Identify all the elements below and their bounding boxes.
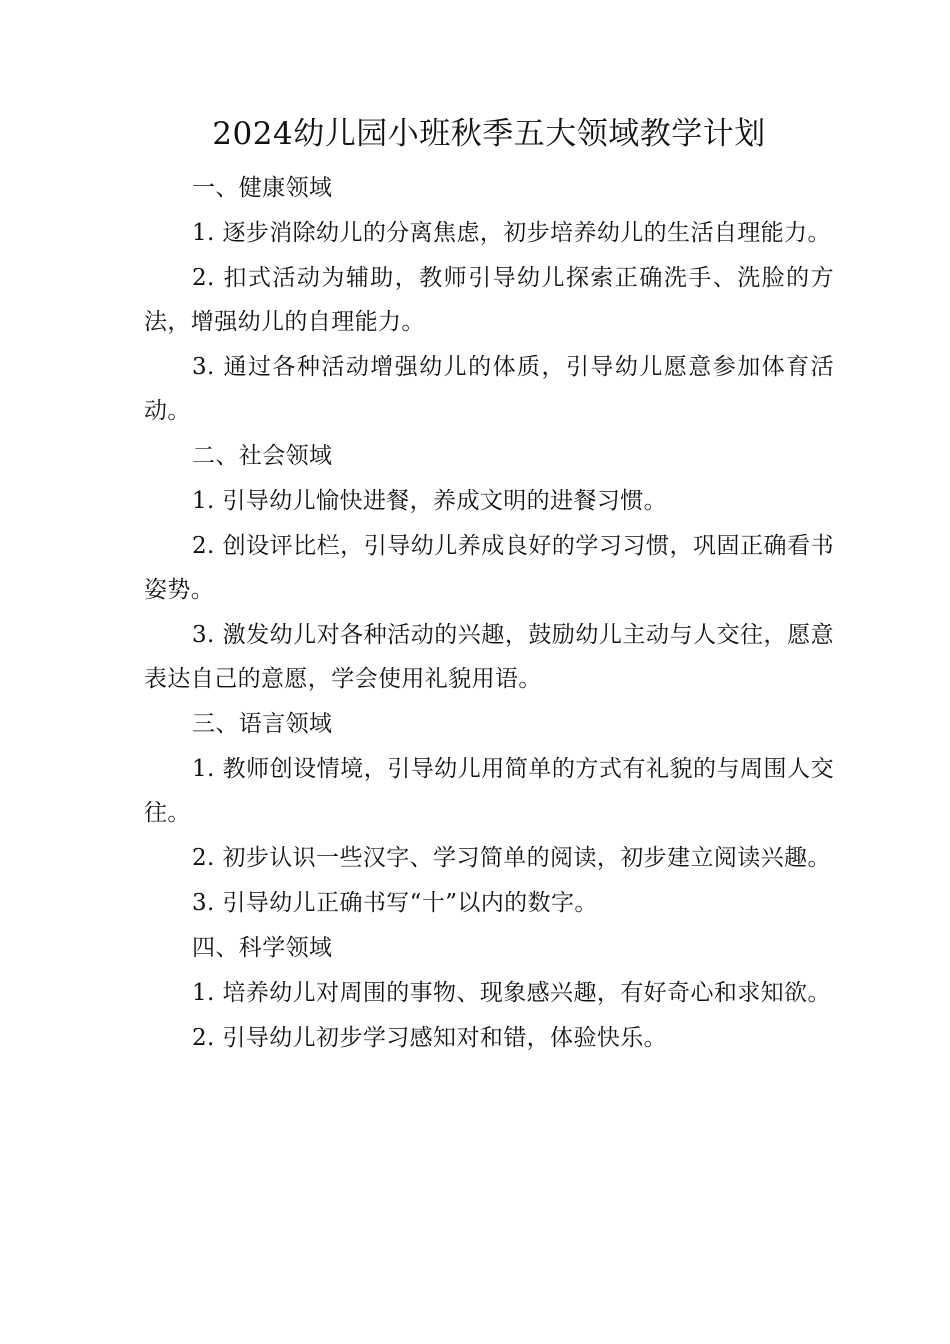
health-item-1: 1. 逐步消除幼儿的分离焦虑，初步培养幼儿的生活自理能力。: [192, 220, 831, 246]
language-item-2: 2. 初步认识一些汉字、学习简单的阅读，初步建立阅读兴趣。: [192, 845, 831, 871]
health-item-3: 3. 通过各种活动增强幼儿的体质，引导幼儿愿意参加体育活动。: [144, 354, 834, 424]
language-item-1: 1. 教师创设情境，引导幼儿用简单的方式有礼貌的与周围人交往。: [144, 756, 834, 826]
science-item-2: 2. 引导幼儿初步学习感知对和错，体验快乐。: [192, 1025, 668, 1051]
section-heading-health: 一、健康领域: [192, 175, 333, 201]
science-item-1: 1. 培养幼儿对周围的事物、现象感兴趣，有好奇心和求知欲。: [192, 980, 831, 1006]
social-item-2: 2. 创设评比栏，引导幼儿养成良好的学习习惯，巩固正确看书姿势。: [144, 533, 834, 603]
section-heading-science: 四、科学领域: [192, 935, 333, 961]
section-heading-language: 三、语言领域: [192, 711, 333, 737]
document-title: 2024幼儿园小班秋季五大领域教学计划: [212, 116, 766, 152]
document-page: [144, 112, 834, 1061]
language-item-3: 3. 引导幼儿正确书写“十”以内的数字。: [192, 890, 598, 916]
health-item-2: 2. 扣式活动为辅助，教师引导幼儿探索正确洗手、洗脸的方法，增强幼儿的自理能力。: [144, 265, 834, 335]
social-item-1: 1. 引导幼儿愉快进餐，养成文明的进餐习惯。: [192, 488, 668, 514]
social-item-3: 3. 激发幼儿对各种活动的兴趣，鼓励幼儿主动与人交往，愿意表达自己的意愿，学会使用礼貌用语。: [144, 622, 834, 692]
section-heading-social: 二、社会领域: [192, 443, 333, 469]
